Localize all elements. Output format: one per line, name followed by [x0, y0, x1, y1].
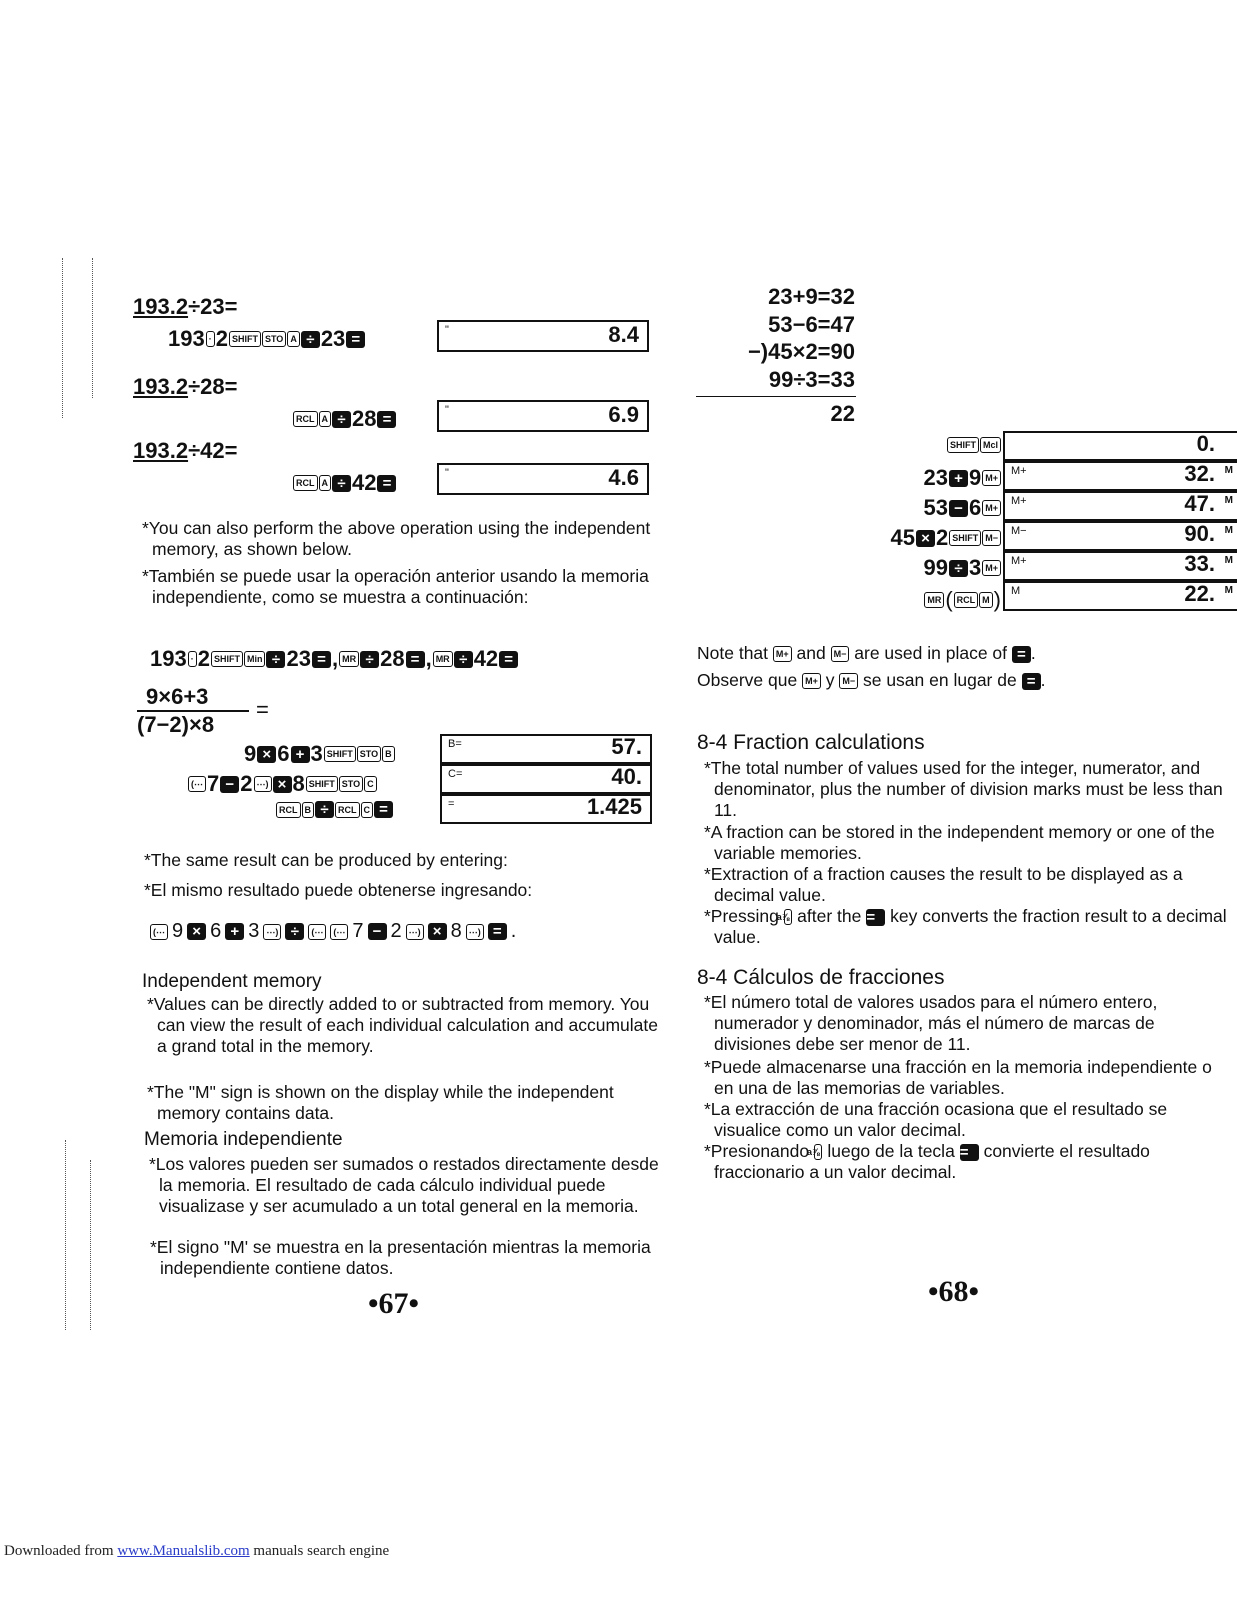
mem-display-3 — [1003, 491, 1237, 521]
close-paren-key-icon: ⋯) — [263, 924, 281, 940]
equals-key-icon: = — [406, 651, 425, 668]
eq2-underlined: 193.2 — [133, 374, 189, 399]
equals-key-icon: = — [312, 651, 331, 668]
mem-display-4 — [1003, 521, 1237, 551]
plus-key-icon: + — [291, 746, 310, 763]
digits: 2 — [390, 920, 402, 942]
plus-key-icon: + — [225, 923, 244, 940]
m-plus-key-icon: M+ — [982, 560, 1001, 576]
minus-key-icon: − — [949, 500, 968, 517]
page-number-68: •68• — [928, 1275, 980, 1308]
equation-2 — [133, 374, 237, 400]
plus-key-icon: + — [949, 470, 968, 487]
display-3 — [437, 463, 649, 495]
memory-key-sequence — [150, 646, 518, 672]
digits: 53 — [923, 495, 948, 520]
divide-key-icon: ÷ — [949, 560, 968, 577]
digits: 8 — [292, 771, 305, 796]
digits: 193 — [168, 326, 205, 351]
sum-total: 22 — [830, 401, 855, 426]
mem-keys-5 — [924, 555, 1002, 581]
im-bullet-2-es: *El signo "M' se muestra en la presentación mientras la memoria independiente contiene datos. — [150, 1237, 651, 1278]
im-bullet-1-es: *Los valores pueden ser sumados o restados directamente desde la memoria. El resultado de cada cálculo individual puede visualizase y ser acumulado a un total general en la memoria. — [149, 1154, 659, 1216]
display-indicator: M+ — [1011, 555, 1027, 567]
equals-key-icon: = — [374, 801, 393, 818]
sto-key-icon: STO — [339, 776, 363, 792]
scan-artifact — [62, 258, 65, 418]
equals-key-icon: = — [346, 331, 365, 348]
shift-key-icon: SHIFT — [229, 331, 261, 347]
equals-key-icon: = — [377, 411, 396, 428]
frac-display-3 — [440, 794, 652, 824]
minus-key-icon: − — [220, 776, 239, 793]
close-paren-key-icon: ⋯) — [466, 924, 484, 940]
digits: 28 — [380, 646, 405, 671]
m-plus-key-icon: M+ — [982, 470, 1001, 486]
frac-display-2 — [440, 764, 652, 794]
rcl-key-icon: RCL — [335, 802, 360, 818]
display-value: 40. — [611, 764, 642, 789]
a-key-icon: A — [319, 411, 332, 427]
rcl-key-icon: RCL — [276, 802, 301, 818]
memory-indicator: M — [1224, 585, 1233, 596]
dot-key-icon: · — [206, 331, 215, 347]
digits: 2 — [197, 646, 210, 671]
digits: 6 — [968, 495, 982, 520]
scan-artifact — [65, 1140, 68, 1330]
m-minus-key-icon: M− — [831, 646, 850, 662]
display-value: 32. — [1184, 461, 1215, 486]
display-value: 22. — [1184, 581, 1215, 606]
digits: 23 — [923, 465, 948, 490]
fraction-key-icon: a⅞ — [784, 909, 793, 925]
text: key converts the fraction result to a decimal value. — [714, 906, 1227, 947]
fc-bullet-2-es: *Puede almacenarse una fracción en la memoria independiente o en una de las memorias de variables. — [704, 1057, 1212, 1098]
sum-line-3: −)45×2=90 — [747, 339, 855, 364]
display-indicator: " — [445, 404, 449, 416]
note-mplus-en: Note that M+ and M− are used in place of = . — [697, 643, 1036, 663]
digits: 3 — [968, 555, 982, 580]
display-indicator: M+ — [1011, 495, 1027, 507]
mem-keys-2 — [924, 465, 1002, 491]
display-value: 0. — [1196, 431, 1215, 456]
key-sequence-1 — [168, 326, 365, 352]
note-en: *You can also perform the above operation using the independent memory, as shown below. — [142, 518, 651, 559]
equals-key-icon: = — [960, 1144, 979, 1161]
comma: , — [331, 646, 339, 671]
digits: 3 — [248, 920, 260, 942]
mr-key-icon: MR — [339, 651, 359, 667]
shift-key-icon: SHIFT — [949, 530, 981, 546]
digits: 193 — [150, 646, 187, 671]
divide-key-icon: ÷ — [332, 475, 351, 492]
multiply-key-icon: × — [257, 746, 276, 763]
scan-artifact — [92, 258, 95, 398]
equals-key-icon: = — [377, 475, 396, 492]
fraction-key-icon: a⅞ — [814, 1144, 823, 1160]
text: se usan en lugar de — [862, 670, 1017, 690]
digits: 3 — [310, 741, 323, 766]
footer-prefix: Downloaded from — [4, 1543, 118, 1559]
eq2-rest: ÷28= — [188, 374, 238, 399]
im-bullet-2-en: *The "M" sign is shown on the display while the independent memory contains data. — [147, 1082, 614, 1123]
digits: 2 — [935, 525, 949, 550]
digits: 42 — [473, 646, 499, 671]
divide-key-icon: ÷ — [315, 801, 334, 818]
multiply-key-icon: × — [428, 923, 447, 940]
key-sequence-3 — [293, 470, 396, 496]
fraction-numerator: 9×6+3 — [146, 684, 209, 709]
mem-keys-6 — [924, 587, 1001, 613]
min-key-icon: Min — [244, 651, 266, 667]
mem-keys-1 — [947, 437, 1001, 453]
display-value: 57. — [611, 734, 642, 759]
digits: 28 — [352, 406, 377, 431]
open-paren-key-icon: (⋯ — [330, 924, 348, 940]
equation-1 — [133, 294, 237, 320]
a-key-icon: A — [319, 475, 332, 491]
mem-keys-4 — [891, 525, 1002, 551]
rcl-key-icon: RCL — [293, 475, 318, 491]
independent-memory-heading: Independent memory — [142, 971, 322, 992]
equals-key-icon: = — [1012, 646, 1031, 663]
equals-key-icon: = — [488, 923, 507, 940]
display-value: 6.9 — [608, 402, 639, 427]
multiply-key-icon: × — [187, 923, 206, 940]
display-indicator: M+ — [1011, 465, 1027, 477]
eq3-underlined: 193.2 — [133, 438, 189, 463]
divide-key-icon: ÷ — [454, 651, 473, 668]
eq1-rest: ÷23= — [188, 294, 238, 319]
paren: ) — [993, 587, 1001, 612]
mcl-key-icon: Mcl — [980, 437, 1001, 453]
key-sequence-2 — [293, 406, 396, 432]
memory-indicator: M — [1224, 525, 1233, 536]
open-paren-key-icon: (⋯ — [150, 924, 168, 940]
manualslib-link[interactable]: www.Manualslib.com — [117, 1543, 250, 1559]
dot-key-icon: · — [188, 651, 197, 667]
mem-display-2 — [1003, 461, 1237, 491]
display-2 — [437, 400, 649, 432]
fc-bullet-1-es: *El número total de valores usados para el número entero, numerador y denominador, más el número de marcas de divisiones debe ser menor de 11. — [704, 992, 1158, 1054]
equals-key-icon: = — [499, 651, 518, 668]
fraction-calculations-heading: 8-4 Fraction calculations — [697, 731, 925, 754]
a-key-icon: A — [287, 331, 300, 347]
period: . — [510, 920, 517, 942]
im-bullet-1-en: *Values can be directly added to or subtracted from memory. You can view the result of each individual calculation and accumulate a grand total in the memory. — [147, 994, 658, 1056]
sto-key-icon: STO — [357, 746, 381, 762]
digits: 9 — [172, 920, 184, 942]
fc-bullet-1-en: *The total number of values used for the integer, numerator, and denominator, plus the number of division marks must be less than 11. — [704, 758, 1223, 820]
shift-key-icon: SHIFT — [324, 746, 356, 762]
display-value: 4.6 — [608, 465, 639, 490]
digits: 6 — [277, 741, 290, 766]
paren: ( — [945, 587, 953, 612]
divide-key-icon: ÷ — [360, 651, 379, 668]
display-indicator: C= — [448, 768, 463, 780]
mem-keys-3 — [924, 495, 1002, 521]
sto-key-icon: STO — [262, 331, 286, 347]
digits: 7 — [352, 920, 364, 942]
rcl-key-icon: RCL — [954, 592, 979, 608]
digits: 9 — [968, 465, 982, 490]
divide-key-icon: ÷ — [301, 331, 320, 348]
text: *Pressing — [704, 906, 779, 926]
sum-divider — [696, 396, 856, 397]
digits: 23 — [320, 326, 346, 351]
display-indicator: M− — [1011, 525, 1027, 537]
m-minus-key-icon: M− — [982, 530, 1001, 546]
mr-key-icon: MR — [433, 651, 453, 667]
text: and — [796, 643, 826, 663]
m-minus-key-icon: M− — [839, 673, 858, 689]
text: after the — [797, 906, 862, 926]
display-indicator: B= — [448, 738, 462, 750]
display-value: 47. — [1184, 491, 1215, 516]
mem-display-1 — [1003, 431, 1237, 461]
m-plus-key-icon: M+ — [802, 673, 821, 689]
fraction-equals: = — [256, 697, 269, 722]
sum-line-4: 99÷3=33 — [768, 367, 855, 392]
footer-suffix: manuals search engine — [249, 1543, 390, 1559]
close-paren-key-icon: ⋯) — [406, 924, 424, 940]
scan-artifact — [90, 1160, 93, 1330]
eq3-rest: ÷42= — [188, 438, 238, 463]
divide-key-icon: ÷ — [266, 651, 285, 668]
divide-key-icon: ÷ — [285, 923, 304, 940]
memory-indicator: M — [1224, 465, 1233, 476]
display-1 — [437, 320, 649, 352]
m-key-icon: M — [979, 592, 993, 608]
comma: , — [425, 646, 432, 671]
equals-key-icon: = — [1022, 673, 1041, 690]
multiply-key-icon: × — [916, 530, 935, 547]
frac-display-1 — [440, 734, 652, 764]
shift-key-icon: SHIFT — [306, 776, 338, 792]
equals-key-icon: = — [866, 909, 885, 926]
display-indicator: M — [1011, 585, 1021, 597]
text: luego de la tecla — [827, 1141, 955, 1161]
display-value: 1.425 — [586, 794, 642, 819]
shift-key-icon: SHIFT — [211, 651, 243, 667]
fc-bullet-2-en: *A fraction can be stored in the independent memory or one of the variable memories. — [704, 822, 1215, 863]
note-mplus-es: Observe que M+ y M− se usan en lugar de = . — [697, 670, 1046, 690]
text: convierte el resultado fraccionario a un valor decimal. — [714, 1141, 1150, 1182]
footer — [4, 1543, 389, 1560]
fc-bullet-3-es: *La extracción de una fracción ocasiona que el resultado se visualice como un valor decimal. — [704, 1099, 1168, 1140]
open-paren-key-icon: (⋯ — [188, 776, 206, 792]
digits: 45 — [890, 525, 915, 550]
fraction-keys-2 — [188, 771, 377, 797]
display-value: 8.4 — [608, 322, 639, 347]
digits: 99 — [923, 555, 948, 580]
digits: 2 — [240, 771, 253, 796]
display-indicator: = — [448, 798, 455, 810]
memory-indicator: M — [1224, 555, 1233, 566]
fraction-keys-3 — [276, 801, 393, 818]
digits: 2 — [215, 326, 228, 351]
fc-bullet-3-en: *Extraction of a fraction causes the result to be displayed as a decimal value. — [704, 864, 1183, 905]
text: are used in place of — [854, 643, 1008, 663]
sum-line-1: 23+9=32 — [768, 284, 855, 309]
m-plus-key-icon: M+ — [982, 500, 1001, 516]
mem-display-6 — [1003, 581, 1237, 611]
minus-key-icon: − — [368, 923, 387, 940]
text: y — [825, 670, 835, 690]
digits: 6 — [210, 920, 222, 942]
calculos-fracciones-heading: 8-4 Cálculos de fracciones — [697, 966, 945, 989]
fraction-denominator: (7−2)×8 — [137, 712, 215, 737]
b-key-icon: B — [302, 802, 315, 818]
memoria-independiente-heading: Memoria independiente — [144, 1129, 343, 1150]
digits: 9 — [244, 741, 257, 766]
text: *Presionando — [704, 1141, 810, 1161]
shift-key-icon: SHIFT — [947, 437, 979, 453]
open-paren-key-icon: (⋯ — [308, 924, 326, 940]
c-key-icon: C — [364, 776, 377, 792]
text: Note that — [697, 643, 769, 663]
fc-bullet-4-es — [700, 1141, 1229, 1183]
multiply-key-icon: × — [273, 776, 292, 793]
same-result-es: *El mismo resultado puede obtenerse ingresando: — [144, 880, 533, 900]
note-es: *También se puede usar la operación anterior usando la memoria independiente, como se muestra a continuación: — [142, 566, 649, 607]
divide-key-icon: ÷ — [332, 411, 351, 428]
fraction-keys-1 — [244, 741, 395, 767]
digits: 8 — [450, 920, 462, 942]
same-result-en: *The same result can be produced by entering: — [144, 850, 508, 870]
display-value: 90. — [1184, 521, 1215, 546]
display-indicator: " — [445, 324, 449, 336]
mem-display-5 — [1003, 551, 1237, 581]
display-indicator: " — [445, 467, 449, 479]
rcl-key-icon: RCL — [293, 411, 318, 427]
equation-3 — [133, 438, 237, 464]
memory-indicator: M — [1224, 495, 1233, 506]
c-key-icon: C — [361, 802, 374, 818]
fc-bullet-4-en — [700, 906, 1229, 948]
eq1-underlined: 193.2 — [133, 294, 189, 319]
text: Observe que — [697, 670, 798, 690]
digits: 23 — [286, 646, 311, 671]
digits: 7 — [207, 771, 220, 796]
mr-key-icon: MR — [924, 592, 944, 608]
m-plus-key-icon: M+ — [773, 646, 792, 662]
digits: 42 — [352, 470, 377, 495]
b-key-icon: B — [382, 746, 395, 762]
alt-key-sequence — [150, 920, 516, 943]
display-value: 33. — [1184, 551, 1215, 576]
page-number-67: •67• — [368, 1287, 420, 1320]
sum-line-2: 53−6=47 — [768, 312, 855, 337]
close-paren-key-icon: ⋯) — [254, 776, 272, 792]
